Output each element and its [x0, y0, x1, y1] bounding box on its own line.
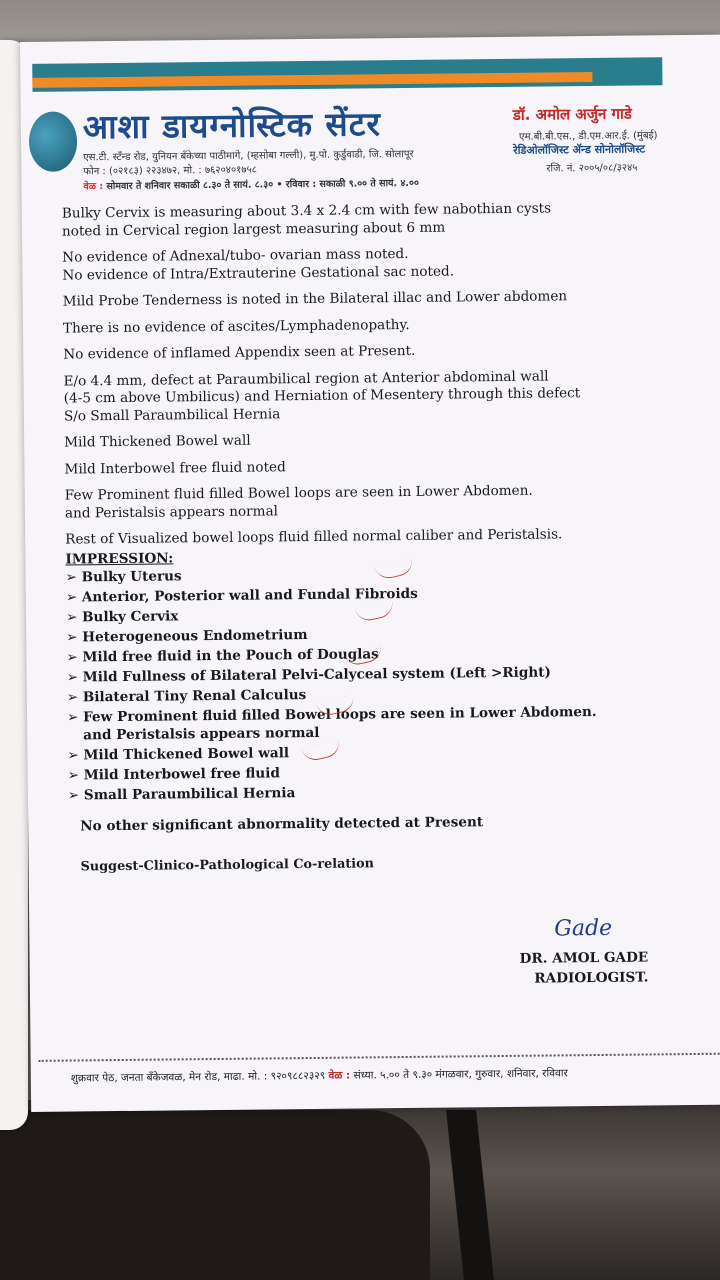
arrow-icon: ➢: [67, 766, 80, 784]
footer-address: शुक्रवार पेठ, जनता बँकेजवळ, मेन रोड, माढा. मो. : ९२०९८८२३२९: [70, 1069, 326, 1085]
report-page: [20, 35, 720, 1112]
footer-timing: संध्या. ५.०० ते ९.३० मंगळवार, गुरुवार, शनिवार, रविवार: [353, 1067, 568, 1082]
impression-list: [66, 563, 688, 804]
footer-timing-label: वेळ :: [328, 1069, 351, 1082]
impression-text: Mild free fluid in the Pouch of Douglas: [82, 646, 379, 666]
doctor-signature-block: [520, 947, 649, 988]
impression-item: [68, 781, 688, 805]
no-other-abnormality: No other significant abnormality detected at Present: [80, 814, 484, 835]
doctor-qualification: एम.बी.बी.एस., डी.एम.आर.ई. (मुंबई): [518, 130, 658, 143]
finding-line: (4-5 cm above Umbilicus) and Herniation of Mesentery through this defect: [63, 385, 581, 407]
center-timing: [83, 176, 418, 193]
signatory-title: RADIOLOGIST.: [534, 969, 649, 987]
impression-heading: IMPRESSION:: [65, 549, 174, 568]
logo-icon: [29, 111, 78, 171]
center-address: एस.टी. स्टँन्ड रोड, युनियन बँकेच्या पाठीमागे, (म्हसोबा गल्ली), मु.पो. कुर्डुवाडी, जि. सोलापूर: [83, 148, 414, 164]
arrow-icon: ➢: [65, 569, 78, 586]
finding-line: and Peristalsis appears normal: [64, 502, 279, 522]
finding-hernia: [63, 367, 684, 426]
timing-text: सोमवार ते शनिवार सकाळी ८.३० ते सायं. ८.३० • रविवार : सकाळी ९.०० ते सायं. ४.००: [106, 177, 419, 193]
impression-continuation: and Peristalsis appears normal: [83, 724, 320, 743]
impression-item: [67, 703, 687, 744]
doctor-registration: रजि. नं. २००५/०८/३२४५: [546, 162, 638, 175]
finding-appendix: No evidence of inflamed Appendix seen at Present.: [63, 342, 416, 363]
arrow-icon: ➢: [65, 589, 78, 606]
impression-text: Few Prominent fluid filled Bowel loops are seen in Lower Abdomen.: [82, 703, 597, 726]
impression-text: Bulky Cervix: [81, 608, 179, 626]
arrow-icon: ➢: [66, 629, 78, 646]
footer: [71, 1066, 568, 1085]
finding-bowel-wall: Mild Thickened Bowel wall: [64, 432, 251, 451]
signatory-name: DR. AMOL GADE: [519, 949, 649, 967]
arrow-icon: ➢: [65, 609, 78, 626]
finding-line: E/o 4.4 mm, defect at Paraumbilical region at Anterior abdominal wall: [63, 367, 549, 390]
finding-line: noted in Cervical region largest measuring about 6 mm: [61, 219, 446, 240]
finding-line: S/o Small Paraumbilical Hernia: [63, 405, 281, 425]
suggestion: Suggest-Clinico-Pathological Co-relation: [80, 855, 375, 874]
arrow-icon: ➢: [66, 709, 79, 726]
finding-ascites: There is no evidence of ascites/Lymphadenopathy.: [62, 316, 410, 337]
hand-shadow: [0, 1110, 430, 1280]
impression-text: Mild Fullness of Bilateral Pelvi-Calyceal system (Left >Right): [82, 664, 551, 686]
footer-divider: [39, 1053, 720, 1062]
arrow-icon: ➢: [66, 649, 78, 666]
center-phone: फोन : (०२१८३) २२३४७२, मो. : ७६२०४०१७५८: [83, 164, 258, 178]
center-name: आशा डायग्नोस्टिक सेंटर: [82, 104, 382, 147]
finding-line: Few Prominent fluid filled Bowel loops are seen in Lower Abdomen.: [64, 482, 533, 504]
impression-text: Bilateral Tiny Renal Calculus: [82, 687, 307, 706]
report-body: [62, 199, 689, 875]
arrow-icon: ➢: [67, 746, 79, 764]
arrow-icon: ➢: [67, 786, 80, 804]
finding-cervix: [62, 199, 682, 240]
doctor-role: रेडिओलॉजिस्ट ॲन्ड सोनोलॉजिस्ट: [513, 142, 646, 157]
finding-line: No evidence of Intra/Extrauterine Gestational sac noted.: [62, 262, 455, 284]
impression-text: Heterogeneous Endometrium: [82, 627, 308, 646]
finding-line: No evidence of Adnexal/tubo- ovarian mass noted.: [62, 245, 409, 266]
finding-line: Bulky Cervix is measuring about 3.4 x 2.4 cm with few nabothian cysts: [61, 200, 552, 222]
finding-bowel-loops: [65, 481, 685, 522]
impression-text: Small Paraumbilical Hernia: [83, 784, 296, 803]
impression-text: Bulky Uterus: [81, 568, 182, 586]
finding-interbowel: Mild Interbowel free fluid noted: [64, 458, 286, 478]
finding-adnexal: [62, 243, 682, 284]
timing-label: वेळ :: [83, 181, 104, 193]
finding-rest: Rest of Visualized bowel loops fluid filled normal caliber and Peristalsis.: [65, 526, 563, 548]
impression-text: Mild Thickened Bowel wall: [83, 744, 290, 763]
doctor-name: डॉ. अमोल अर्जुन गाडे: [512, 104, 632, 124]
finding-tenderness: Mild Probe Tenderness is noted in the Bilateral illac and Lower abdomen: [62, 288, 568, 310]
impression-text: Mild Interbowel free fluid: [83, 764, 281, 783]
arrow-icon: ➢: [66, 689, 79, 706]
impression-text: Anterior, Posterior wall and Fundal Fibroids: [81, 585, 418, 606]
handwritten-signature: Gade: [554, 915, 613, 942]
arrow-icon: ➢: [66, 669, 79, 686]
